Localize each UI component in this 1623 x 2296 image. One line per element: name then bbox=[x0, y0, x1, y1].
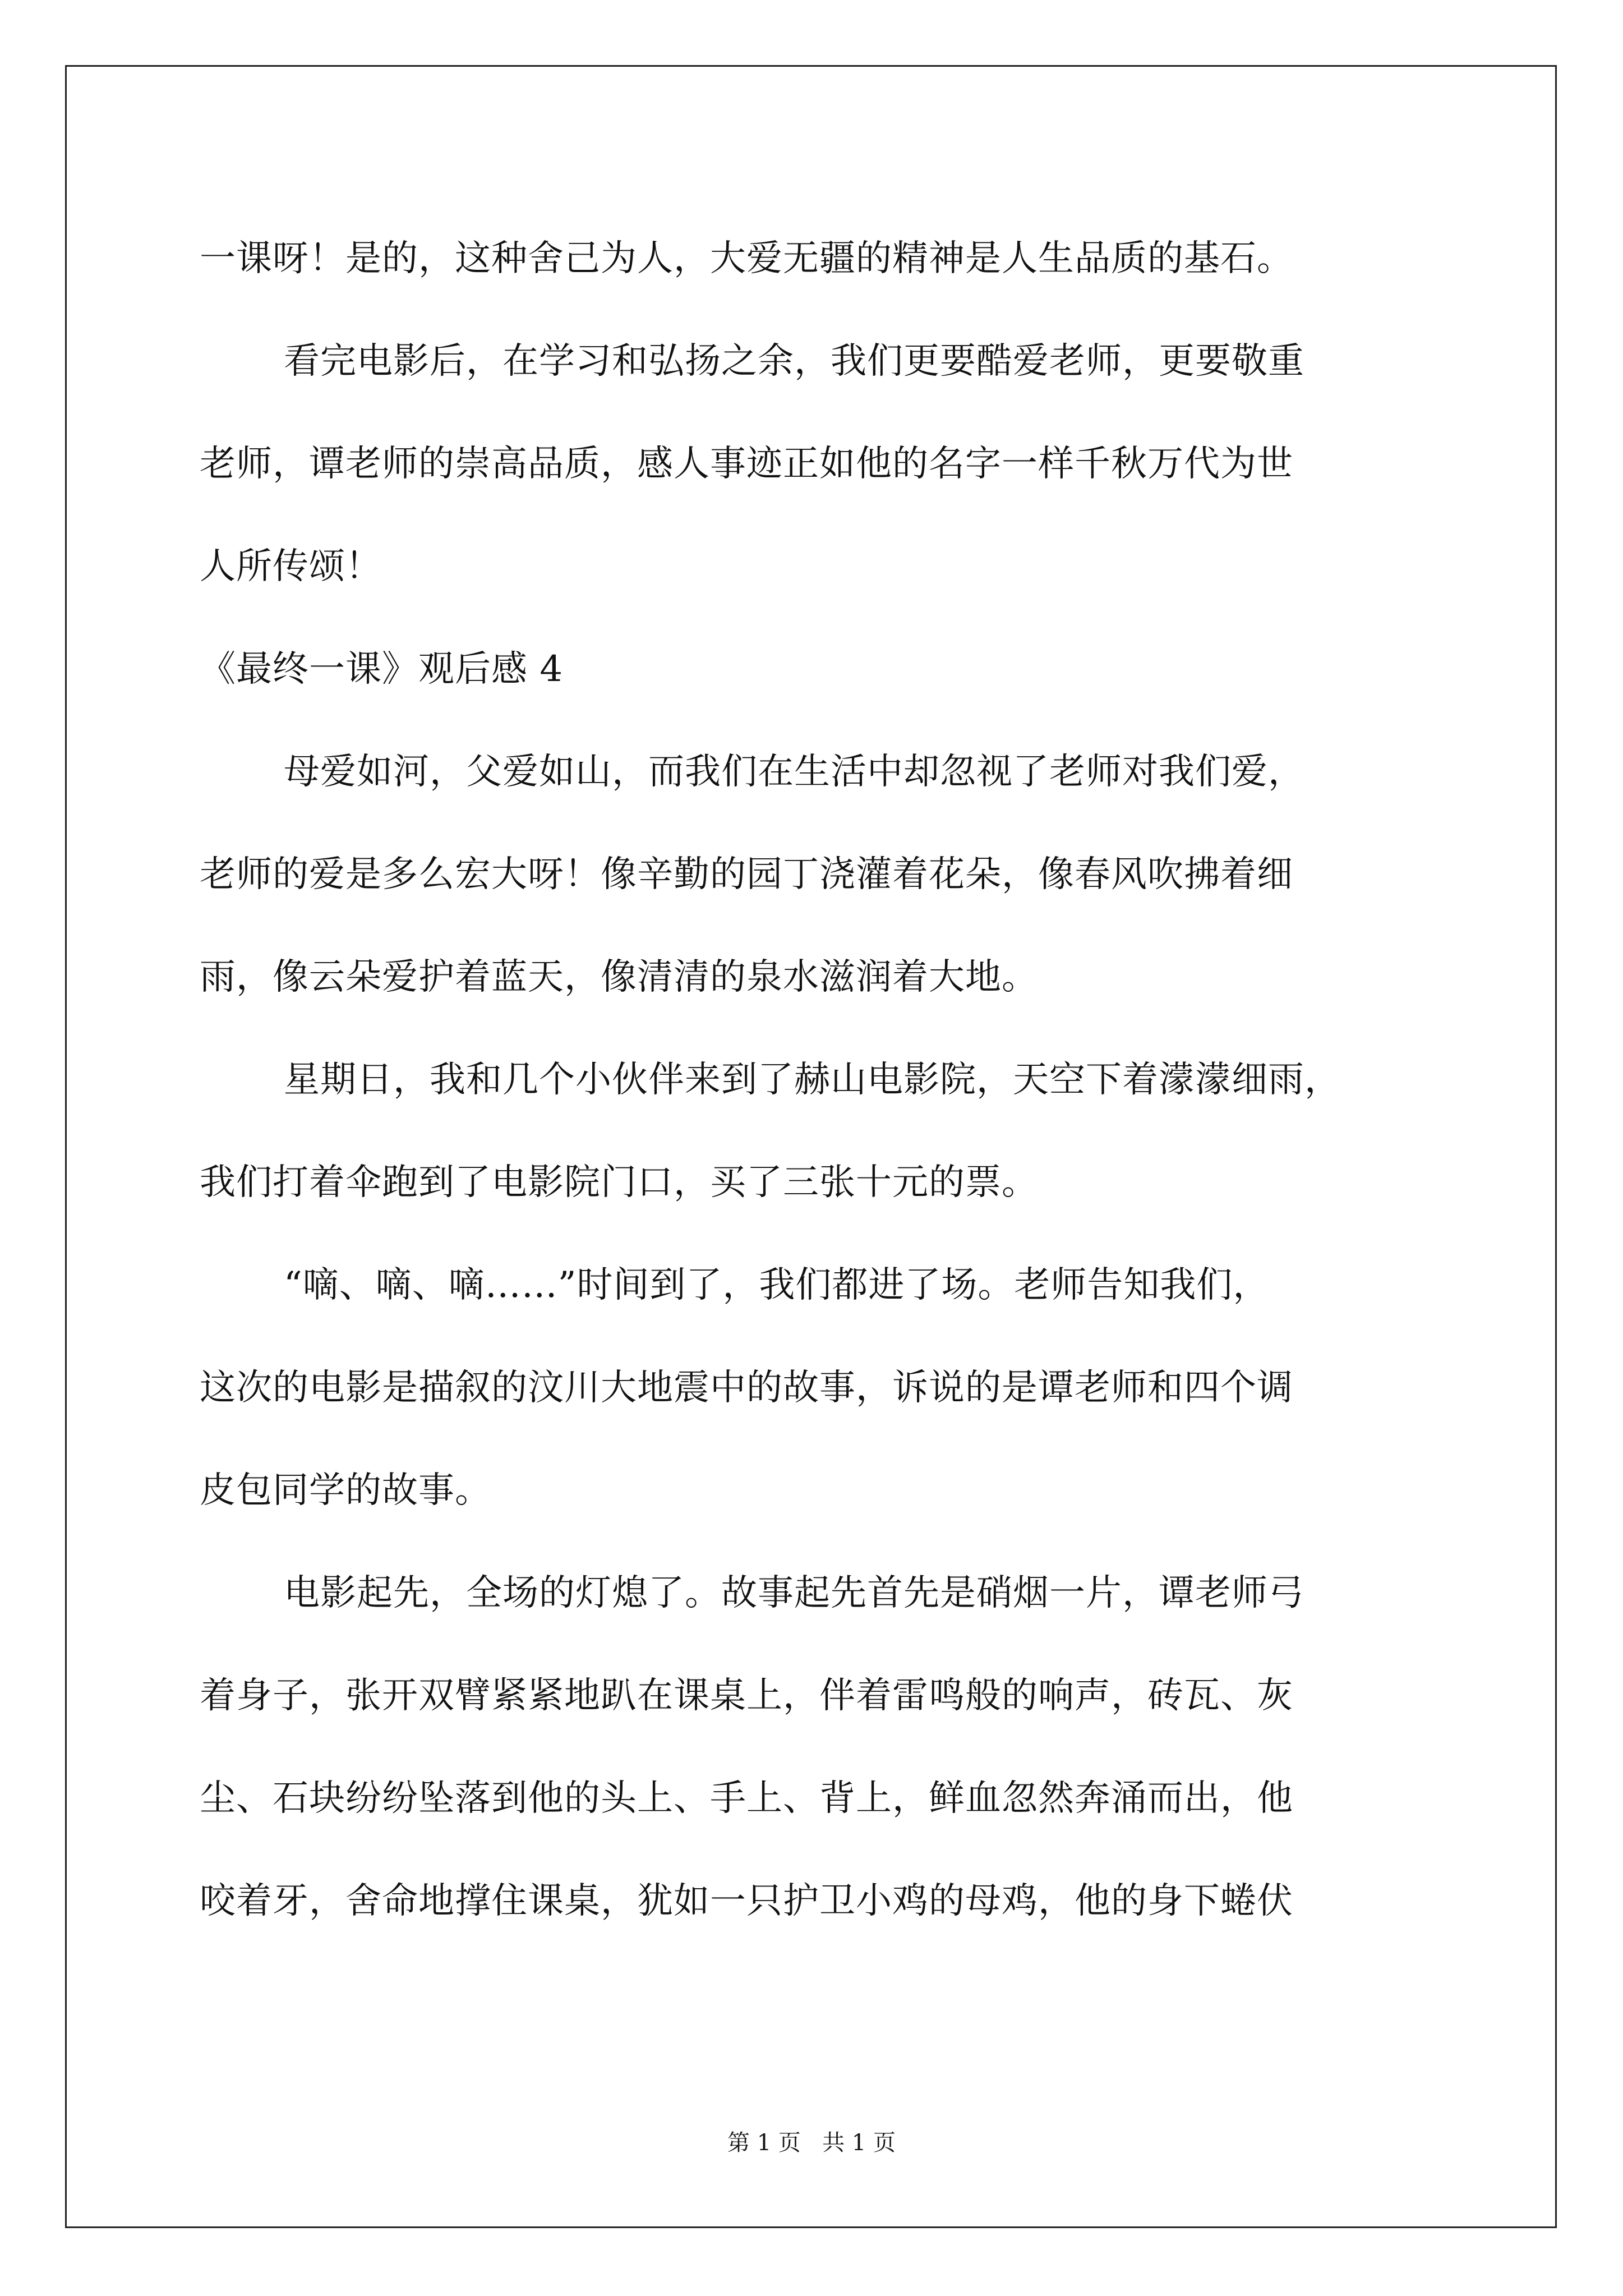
text-line: 一课呀！是的，这种舍己为人，大爱无疆的精神是人生品质的基石。 bbox=[200, 238, 1293, 279]
paragraph-start: 看完电影后，在学习和弘扬之余，我们更要酷爱老师，更要敬重 bbox=[284, 341, 1304, 382]
text-line: 我们打着伞跑到了电影院门口，买了三张十元的票。 bbox=[200, 1162, 1038, 1203]
paragraph-start: 电影起先，全场的灯熄了。故事起先首先是硝烟一片，谭老师弓 bbox=[284, 1572, 1304, 1614]
paragraph-start: “嘀、嘀、嘀……”时间到了，我们都进了场。老师告知我们， bbox=[284, 1264, 1270, 1306]
text-line: 尘、石块纷纷坠落到他的头上、手上、背上，鲜血忽然奔涌而出，他 bbox=[200, 1778, 1293, 1819]
text-line: 雨，像云朵爱护着蓝天，像清清的泉水滋润着大地。 bbox=[200, 956, 1038, 998]
text-line: 皮包同学的故事。 bbox=[200, 1470, 491, 1511]
text-line: 咬着牙，舍命地撑住课桌，犹如一只护卫小鸡的母鸡，他的身下蜷伏 bbox=[200, 1880, 1293, 1922]
text-line: 着身子，张开双臂紧紧地趴在课桌上，伴着雷鸣般的响声，砖瓦、灰 bbox=[200, 1675, 1293, 1717]
text-line: 这次的电影是描叙的汶川大地震中的故事，诉说的是谭老师和四个调 bbox=[200, 1367, 1293, 1409]
text-line: 老师，谭老师的崇高品质，感人事迹正如他的名字一样千秋万代为世 bbox=[200, 443, 1293, 485]
page-footer: 第 1 页 共 1 页 bbox=[727, 2130, 896, 2156]
section-heading: 《最终一课》观后感 4 bbox=[200, 648, 564, 690]
paragraph-start: 星期日，我和几个小伙伴来到了赫山电影院，天空下着濛濛细雨， bbox=[284, 1059, 1341, 1101]
paragraph-start: 母爱如河，父爱如山，而我们在生活中却忽视了老师对我们爱， bbox=[284, 751, 1304, 793]
text-line: 人所传颂！ bbox=[200, 546, 382, 587]
document-body bbox=[200, 208, 1422, 1953]
text-line: 老师的爱是多么宏大呀！像辛勤的园丁浇灌着花朵，像春风吹拂着细 bbox=[200, 854, 1293, 895]
